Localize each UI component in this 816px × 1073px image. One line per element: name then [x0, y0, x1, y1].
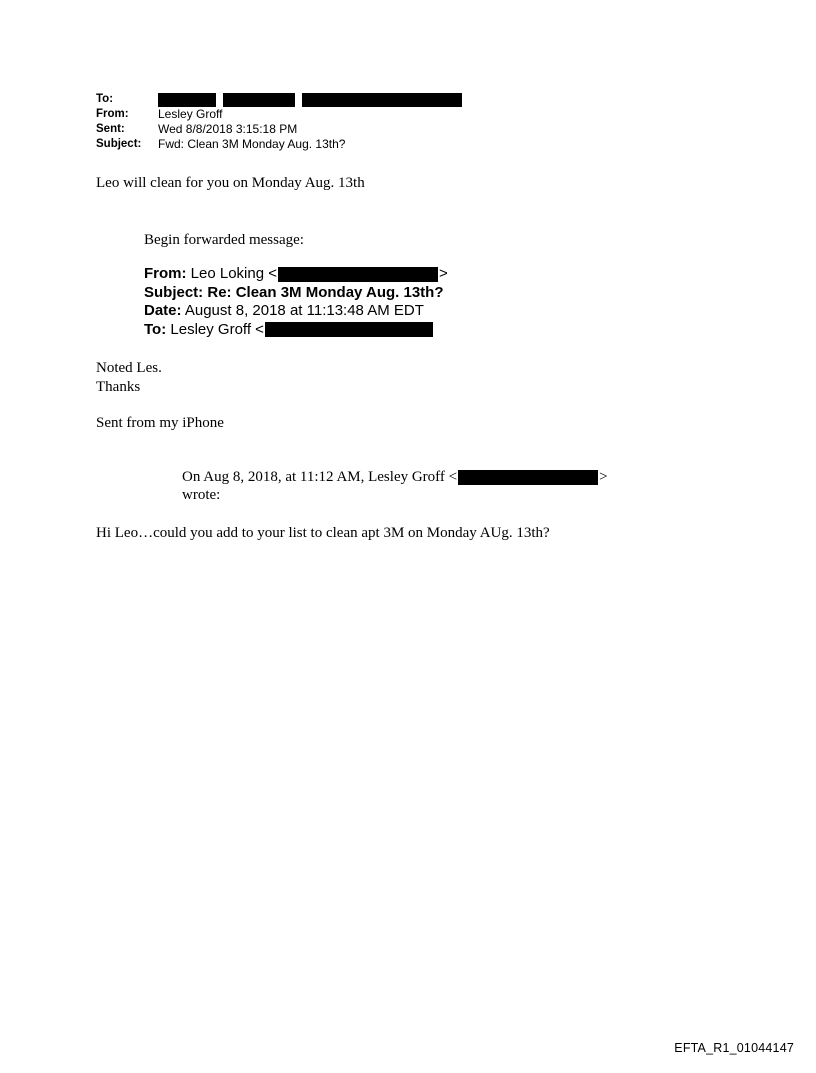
angle-open: <: [255, 320, 264, 338]
forwarded-from-row: [144, 265, 448, 284]
header-value-subject: Fwd: Clean 3M Monday Aug. 13th?: [158, 137, 346, 151]
forwarded-to-row: [144, 321, 448, 340]
header-value-sent: Wed 8/8/2018 3:15:18 PM: [158, 122, 298, 136]
forward-marker: Begin forwarded message:: [144, 232, 304, 248]
redaction-bar: [278, 267, 438, 282]
forwarded-date-row: [144, 302, 448, 321]
header-row-from: [96, 107, 696, 122]
quote-intro-suffix: >: [599, 469, 608, 485]
quote-intro: [182, 468, 608, 487]
forwarded-to-value: Lesley Groff: [170, 320, 251, 338]
header-value-to: [158, 92, 462, 107]
reply-line-1: Noted Les.: [96, 360, 162, 376]
header-row-sent: [96, 122, 696, 137]
angle-open: <: [268, 265, 278, 282]
redaction-bar: [265, 322, 433, 337]
forwarded-subject-value: Re: Clean 3M Monday Aug. 13th?: [207, 283, 444, 301]
email-header-block: [96, 92, 696, 152]
header-label-subject: Subject:: [96, 138, 142, 150]
header-row-subject: [96, 137, 696, 152]
forwarded-subject-label: Subject:: [144, 283, 204, 301]
forwarded-from-label: From:: [144, 265, 187, 282]
header-label-to: To:: [96, 93, 114, 105]
header-label-from: From:: [96, 108, 129, 120]
header-value-from: Lesley Groff: [158, 107, 223, 121]
forwarded-subject-row: [144, 284, 448, 303]
redaction-bar: [302, 93, 462, 107]
header-row-to: [96, 92, 696, 107]
signature-line: Sent from my iPhone: [96, 415, 224, 431]
forwarded-date-value: August 8, 2018 at 11:13:48 AM EDT: [184, 302, 424, 319]
forwarded-date-label: Date:: [144, 302, 182, 319]
bates-number: EFTA_R1_01044147: [674, 1041, 794, 1055]
quoted-message: Hi Leo…could you add to your list to clean apt 3M on Monday AUg. 13th?: [96, 525, 550, 541]
redaction-bar: [458, 470, 598, 485]
forwarded-header-block: [144, 265, 448, 339]
reply-line-2: Thanks: [96, 379, 141, 395]
forwarded-to-label: To:: [144, 320, 167, 338]
quote-intro-prefix: On Aug 8, 2018, at 11:12 AM, Lesley Groff <: [182, 469, 458, 485]
forwarded-from-value: Leo Loking: [190, 265, 265, 282]
angle-close: >: [439, 265, 448, 282]
header-label-sent: Sent:: [96, 123, 125, 135]
redaction-bar: [223, 93, 295, 107]
redaction-bar: [158, 93, 216, 107]
lead-paragraph: Leo will clean for you on Monday Aug. 13th: [96, 175, 365, 191]
quote-wrote: wrote:: [182, 487, 221, 503]
